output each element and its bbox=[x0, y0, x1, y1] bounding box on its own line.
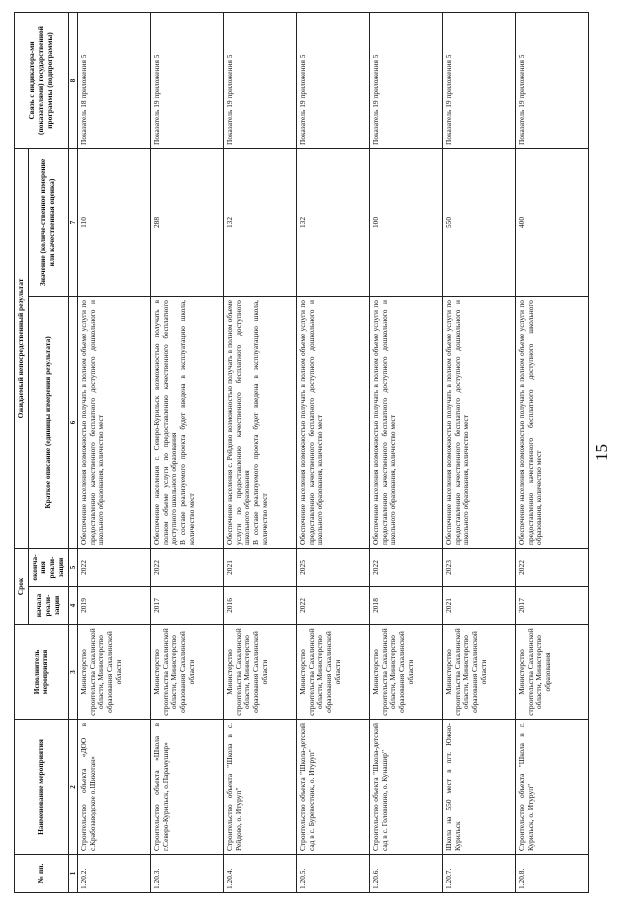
result-value: 132 bbox=[223, 149, 296, 297]
row-number: 1.20.7. bbox=[442, 855, 515, 893]
header-result: Ожидаемый непосредственный результат bbox=[15, 149, 29, 549]
result-value: 132 bbox=[296, 149, 369, 297]
row-number: 1.20.2. bbox=[77, 855, 150, 893]
result-description: Обеспечение населения г. Северо-Курильск возможностью получать в полном объеме услуги по предоставлению качественного бесплатного доступного школьного образования В составе реализуемого проекта будет введена в эксплуатацию школа, количество мест bbox=[150, 297, 223, 549]
column-number: 3 bbox=[68, 625, 77, 720]
measure-name: Строительство объекта "Школа-детский сад в с. Головнино, о. Кунашир" bbox=[369, 720, 442, 855]
result-value: 100 bbox=[369, 149, 442, 297]
end-year: 2022 bbox=[515, 549, 588, 587]
executor: Министерство строительства Сахалинской области, Министерство образования Сахалинской области bbox=[150, 625, 223, 720]
result-description: Обеспечение населения возможностью получать в полном объеме услуги по предоставлению качественного бесплатного доступного дошкольного и школьного образования, количество мест bbox=[369, 297, 442, 549]
end-year: 2022 bbox=[77, 549, 150, 587]
start-year: 2018 bbox=[369, 587, 442, 625]
column-number: 7 bbox=[68, 149, 77, 297]
measure-name: Строительство объекта «ДОО в с.Крабозаводское о.Шикотан» bbox=[77, 720, 150, 855]
executor: Министерство строительства Сахалинской области, Министерство образования Сахалинской области bbox=[296, 625, 369, 720]
header-description: Краткое описание (единицы измерения результата) bbox=[28, 297, 68, 549]
column-number: 4 bbox=[68, 587, 77, 625]
start-year: 2017 bbox=[515, 587, 588, 625]
result-value: 110 bbox=[77, 149, 150, 297]
start-year: 2019 bbox=[77, 587, 150, 625]
table-row bbox=[77, 13, 150, 893]
column-number: 6 bbox=[68, 297, 77, 549]
result-value: 400 bbox=[515, 149, 588, 297]
result-value: 550 bbox=[442, 149, 515, 297]
header-name: Наименование мероприятия bbox=[15, 720, 69, 855]
start-year: 2022 bbox=[296, 587, 369, 625]
result-value: 288 bbox=[150, 149, 223, 297]
indicator-link: Показатель 19 приложения 5 bbox=[296, 13, 369, 149]
end-year: 2023 bbox=[442, 549, 515, 587]
column-number: 1 bbox=[68, 855, 77, 893]
header-term: Срок bbox=[15, 549, 29, 625]
measure-name: Строительство объекта «Школа в г.Северо-Курильск, о.Парамушир» bbox=[150, 720, 223, 855]
header-value: Значение (количе-ственное измерение или качественная оценка) bbox=[28, 149, 68, 297]
header-num: № пп. bbox=[15, 855, 69, 893]
measure-name: Строительство объекта "Школа-детский сад в с. Буревестник, о. Итуруп" bbox=[296, 720, 369, 855]
row-number: 1.20.3. bbox=[150, 855, 223, 893]
executor: Министерство строительства Сахалинской области, Министерство образования bbox=[515, 625, 588, 720]
column-numbers-row bbox=[68, 13, 77, 893]
measure-name: Строительство объекта "Школа в г. Курильск, о. Итуруп" bbox=[515, 720, 588, 855]
header-start: начала реали-зации bbox=[28, 587, 68, 625]
page-number: 15 bbox=[592, 444, 611, 461]
indicator-link: Показатель 19 приложения 5 bbox=[442, 13, 515, 149]
column-number: 8 bbox=[68, 13, 77, 149]
end-year: 2025 bbox=[296, 549, 369, 587]
executor: Министерство строительства Сахалинской области, Министерство образования Сахалинской области bbox=[442, 625, 515, 720]
table-row bbox=[150, 13, 223, 893]
indicator-link: Показатель 18 приложения 5 bbox=[77, 13, 150, 149]
measure-name: Строительство объекта "Школа в с. Рейдово, о. Итуруп" bbox=[223, 720, 296, 855]
end-year: 2022 bbox=[150, 549, 223, 587]
header-executor: Исполнитель мероприятия bbox=[15, 625, 69, 720]
measure-name: Школа на 550 мест в пгт. Южно-Курильск bbox=[442, 720, 515, 855]
result-description: Обеспечение населения возможностью получать в полном объеме услуги по предоставлению качественного бесплатного доступного дошкольного и школьного образования, количество мест bbox=[442, 297, 515, 549]
table-row bbox=[223, 13, 296, 893]
table-row bbox=[369, 13, 442, 893]
row-number: 1.20.4. bbox=[223, 855, 296, 893]
start-year: 2016 bbox=[223, 587, 296, 625]
header-link: Связь с индикатора-ми (показателями) государственной программы (подпрограммы) bbox=[15, 13, 69, 149]
start-year: 2017 bbox=[150, 587, 223, 625]
column-number: 2 bbox=[68, 720, 77, 855]
end-year: 2021 bbox=[223, 549, 296, 587]
table-row bbox=[515, 13, 588, 893]
result-description: Обеспечение населения возможностью получать в полном объеме услуги по предоставлению качественного бесплатного доступного дошкольного и школьного образования, количество мест bbox=[77, 297, 150, 549]
column-number: 5 bbox=[68, 549, 77, 587]
executor: Министерство строительства Сахалинской области, Министерство образования Сахалинской области bbox=[223, 625, 296, 720]
indicator-link: Показатель 19 приложения 5 bbox=[223, 13, 296, 149]
result-description: Обеспечение населения с. Рейдово возможностью получать в полном объеме услуги по предоставлению качественного бесплатного доступного школьного образования В составе реализуемого проекта будет введена в эксплуатацию школа, количество мест bbox=[223, 297, 296, 549]
indicator-link: Показатель 19 приложения 5 bbox=[369, 13, 442, 149]
end-year: 2022 bbox=[369, 549, 442, 587]
table-row bbox=[296, 13, 369, 893]
row-number: 1.20.6. bbox=[369, 855, 442, 893]
table-row bbox=[442, 13, 515, 893]
indicator-link: Показатель 19 приложения 5 bbox=[150, 13, 223, 149]
indicator-link: Показатель 19 приложения 5 bbox=[515, 13, 588, 149]
row-number: 1.20.5. bbox=[296, 855, 369, 893]
executor: Министерство строительства Сахалинской области, Министерство образования Сахалинской области bbox=[369, 625, 442, 720]
result-description: Обеспечение населения возможностью получать в полном объеме услуги по предоставлению качественного бесплатного доступного школьного образования, количество мест bbox=[515, 297, 588, 549]
row-number: 1.20.8. bbox=[515, 855, 588, 893]
executor: Министерство строительства Сахалинской области, Министерство образования Сахалинской области bbox=[77, 625, 150, 720]
result-description: Обеспечение населения возможностью получать в полном объеме услуги по предоставлению качественного бесплатного доступного дошкольного и школьного образования, количество мест bbox=[296, 297, 369, 549]
header-end: оконча-ния реали-зации bbox=[28, 549, 68, 587]
start-year: 2021 bbox=[442, 587, 515, 625]
measures-table bbox=[14, 12, 589, 893]
